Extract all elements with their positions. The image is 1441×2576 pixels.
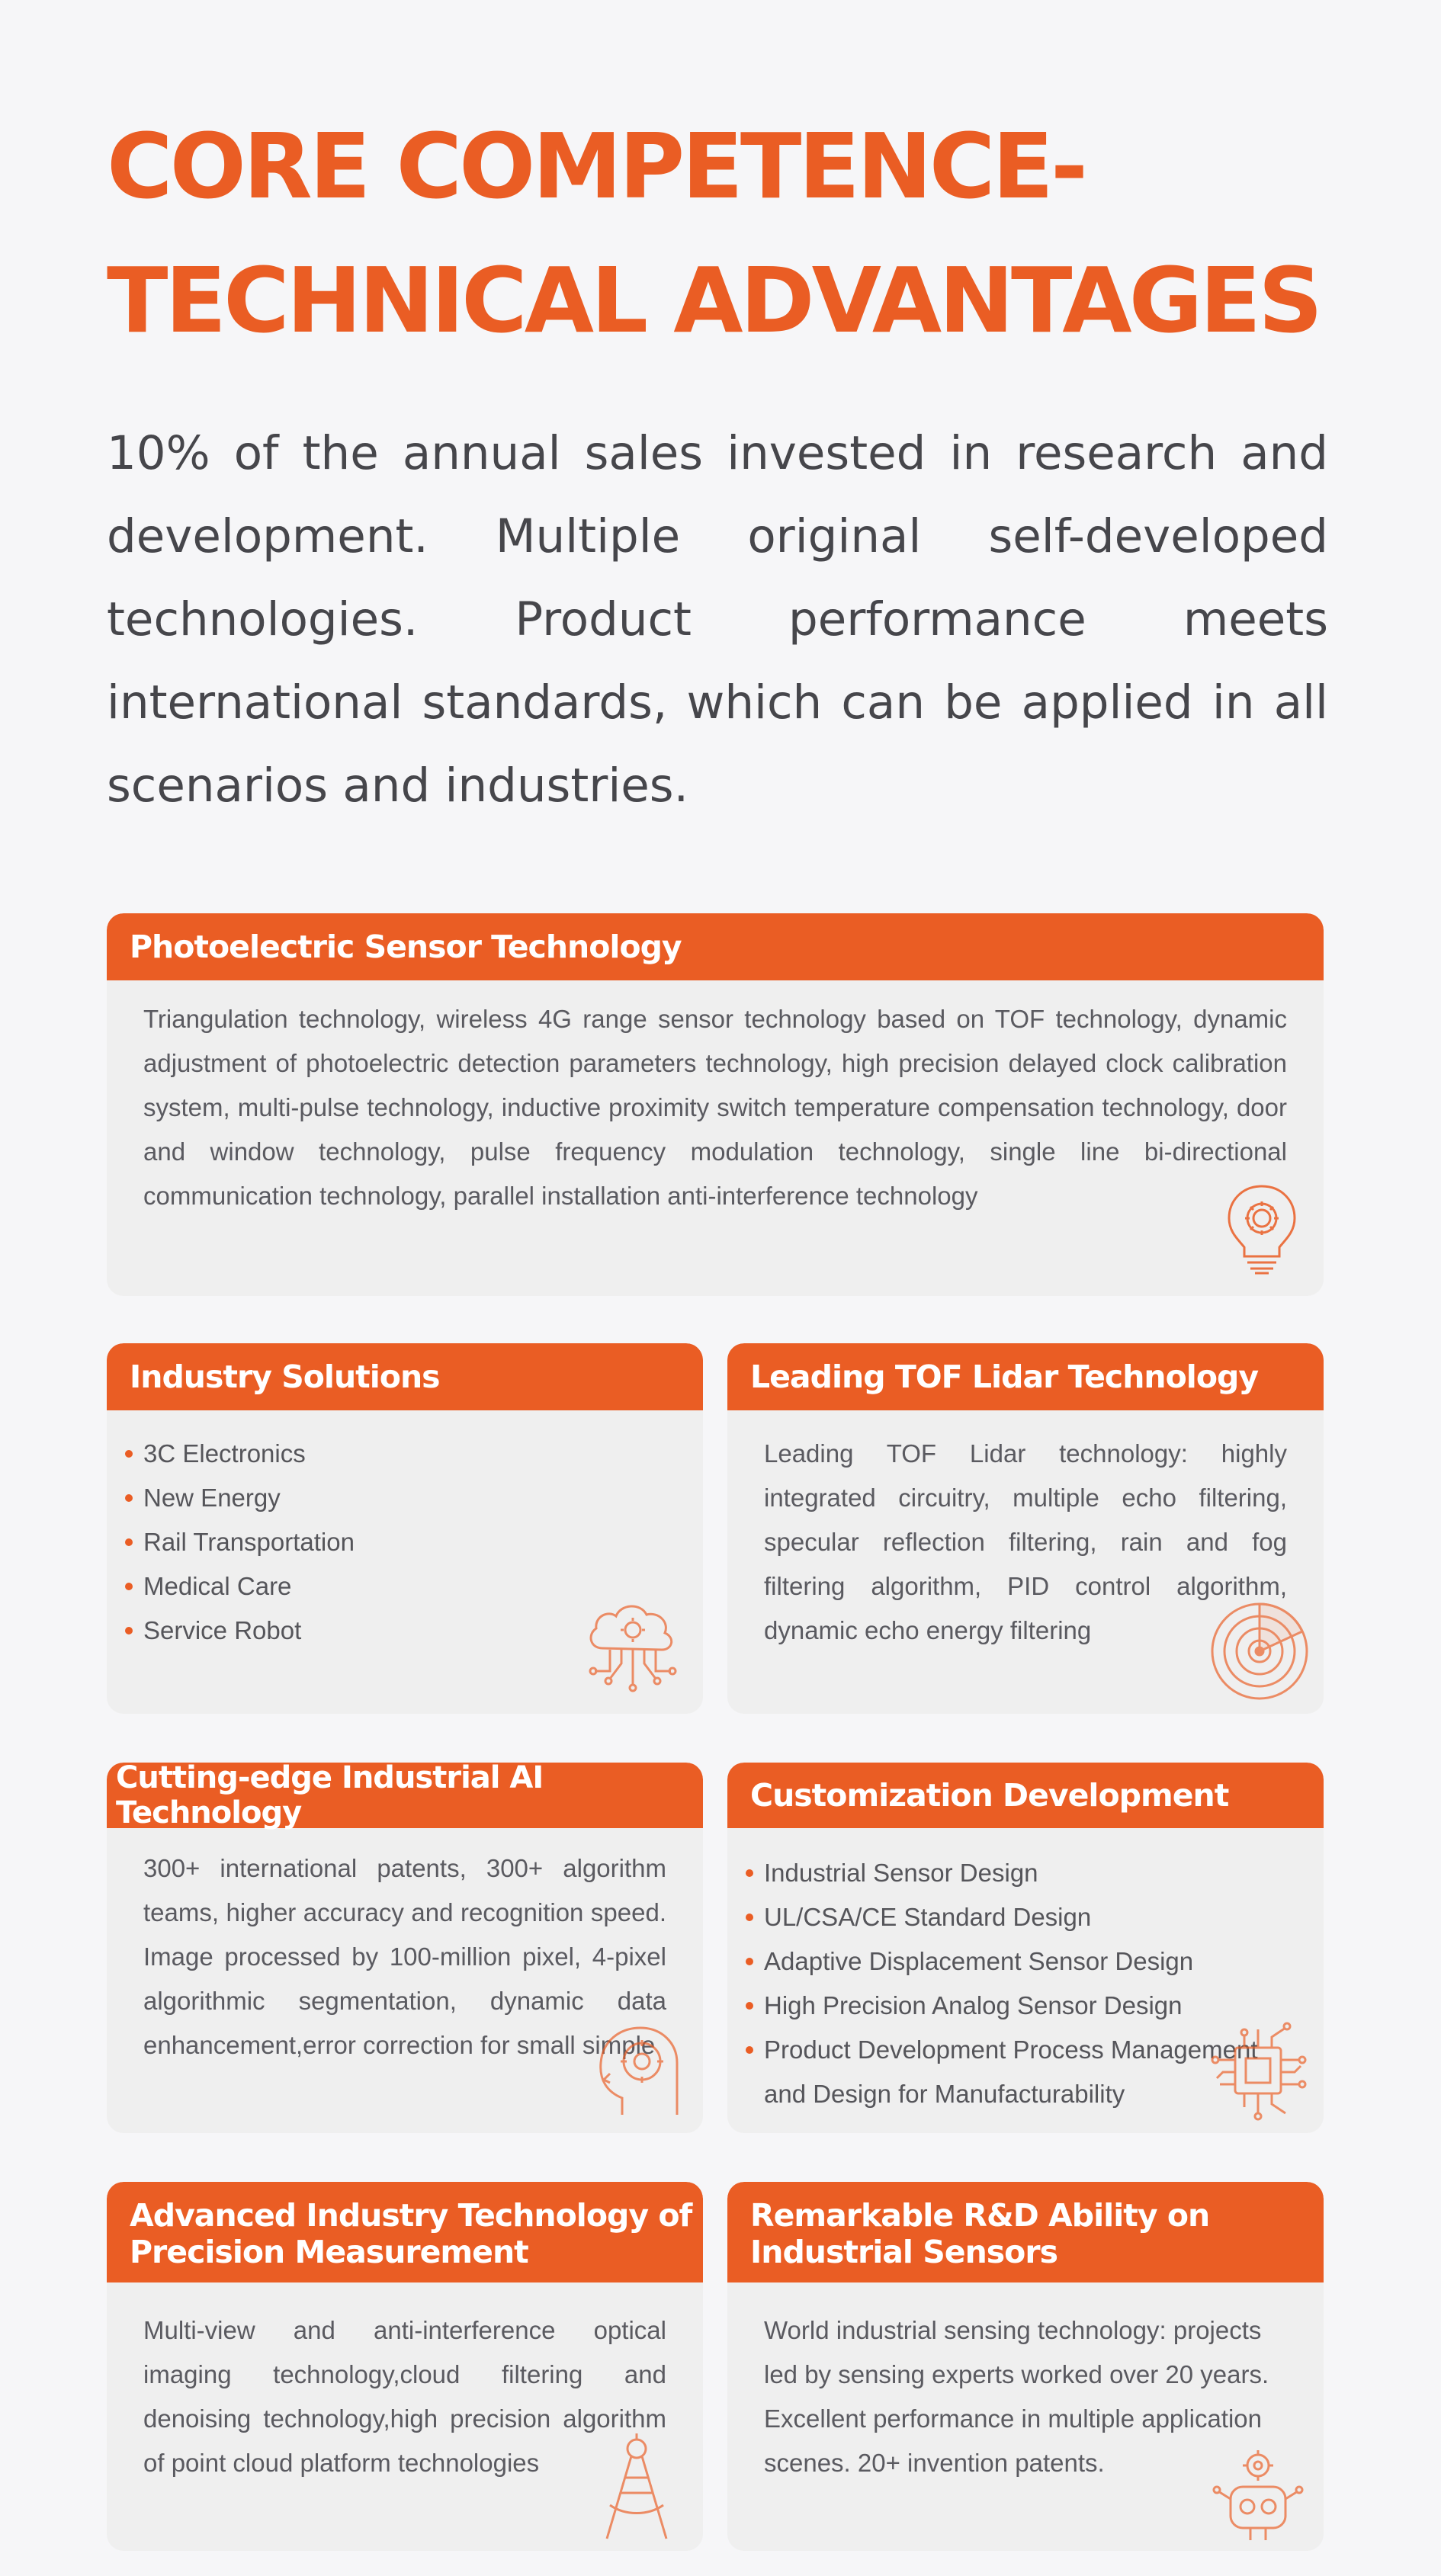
- card-industry-solutions-title: Industry Solutions: [107, 1343, 703, 1410]
- robot-icon: [1212, 2446, 1304, 2545]
- page-title-line-2: TECHNICAL ADVANTAGES: [107, 248, 1321, 353]
- chip-icon: [1209, 2022, 1308, 2121]
- cloud-circuit-icon: [579, 1595, 686, 1702]
- list-item: Service Robot: [143, 1609, 666, 1653]
- card-industrial-ai-body: 300+ international patents, 300+ algorithm teams, higher accuracy and recognition speed. Image processed by 100-million pixel, 4-pixel algorithmic segmentation, dynamic data enhancement,error correction for small simple: [143, 1854, 666, 2059]
- list-item: Medical Care: [143, 1564, 666, 1609]
- card-industrial-ai: [107, 1763, 703, 2133]
- card-rnd-ability-title-line-2: Industrial Sensors: [750, 2234, 1057, 2270]
- intro-paragraph: 10% of the annual sales invested in research and development. Multiple original self-developed technologies. Product performance meets international standards, which can be applied in all scenarios and industries.: [107, 426, 1328, 813]
- page-title: [107, 99, 1342, 367]
- card-photoelectric-title: Photoelectric Sensor Technology: [107, 913, 1324, 980]
- card-tof-lidar-title: Leading TOF Lidar Technology: [727, 1343, 1324, 1410]
- list-item: High Precision Analog Sensor Design: [764, 1984, 1287, 2028]
- list-item: 3C Electronics: [143, 1432, 666, 1476]
- card-precision-measurement: [107, 2182, 703, 2551]
- card-customization-title: Customization Development: [727, 1763, 1324, 1828]
- card-precision-measurement-title-line-2: Precision Measurement: [130, 2234, 528, 2270]
- list-item: Rail Transportation: [143, 1520, 666, 1564]
- lightbulb-gear-icon: [1220, 1180, 1304, 1279]
- card-rnd-ability-body: World industrial sensing technology: projects led by sensing experts worked over 20 years. Excellent performance in multiple application scenes. 20+ invention patents.: [764, 2316, 1269, 2477]
- compass-icon: [595, 2432, 679, 2546]
- card-precision-measurement-body: Multi-view and anti-interference optical imaging technology,cloud filtering and denoising technology,high precision algorithm of point cloud platform technologies: [143, 2316, 666, 2477]
- radar-icon: [1208, 1599, 1311, 1703]
- card-rnd-ability-title-line-1: Remarkable R&D Ability on: [750, 2197, 1210, 2234]
- card-photoelectric-body: Triangulation technology, wireless 4G range sensor technology based on TOF technology, dynamic adjustment of photoelectric detection parameters technology, high precision delayed clock calibration system, multi-pulse technology, inductive proximity switch temperature compensation technology, door and window technology, pulse frequency modulation technology, single line bi-directional communication technology, parallel installation anti-interference technology: [143, 1005, 1287, 1210]
- list-item: Industrial Sensor Design: [764, 1851, 1287, 1895]
- list-item: Product Development Process Management and Design for Manufacturability: [764, 2028, 1287, 2116]
- card-photoelectric: [107, 913, 1324, 1296]
- list-item: UL/CSA/CE Standard Design: [764, 1895, 1287, 1939]
- card-industry-solutions: [107, 1343, 703, 1714]
- card-precision-measurement-title-line-1: Advanced Industry Technology of: [130, 2197, 692, 2234]
- card-customization: [727, 1763, 1324, 2133]
- card-tof-lidar: [727, 1343, 1324, 1714]
- page-title-line-1: CORE COMPETENCE-: [107, 114, 1085, 219]
- ai-head-icon: [592, 2016, 688, 2122]
- card-industrial-ai-title: Cutting-edge Industrial AI Technology: [107, 1763, 703, 1828]
- list-item: New Energy: [143, 1476, 666, 1520]
- card-rnd-ability: [727, 2182, 1324, 2551]
- card-rnd-ability-title: [727, 2182, 1324, 2282]
- list-item: Adaptive Displacement Sensor Design: [764, 1939, 1287, 1984]
- card-precision-measurement-title: [107, 2182, 703, 2282]
- card-tof-lidar-body: Leading TOF Lidar technology: highly integrated circuitry, multiple echo filtering, specular reflection filtering, rain and fog filtering algorithm, PID control algorithm, dynamic echo energy filtering: [764, 1439, 1287, 1644]
